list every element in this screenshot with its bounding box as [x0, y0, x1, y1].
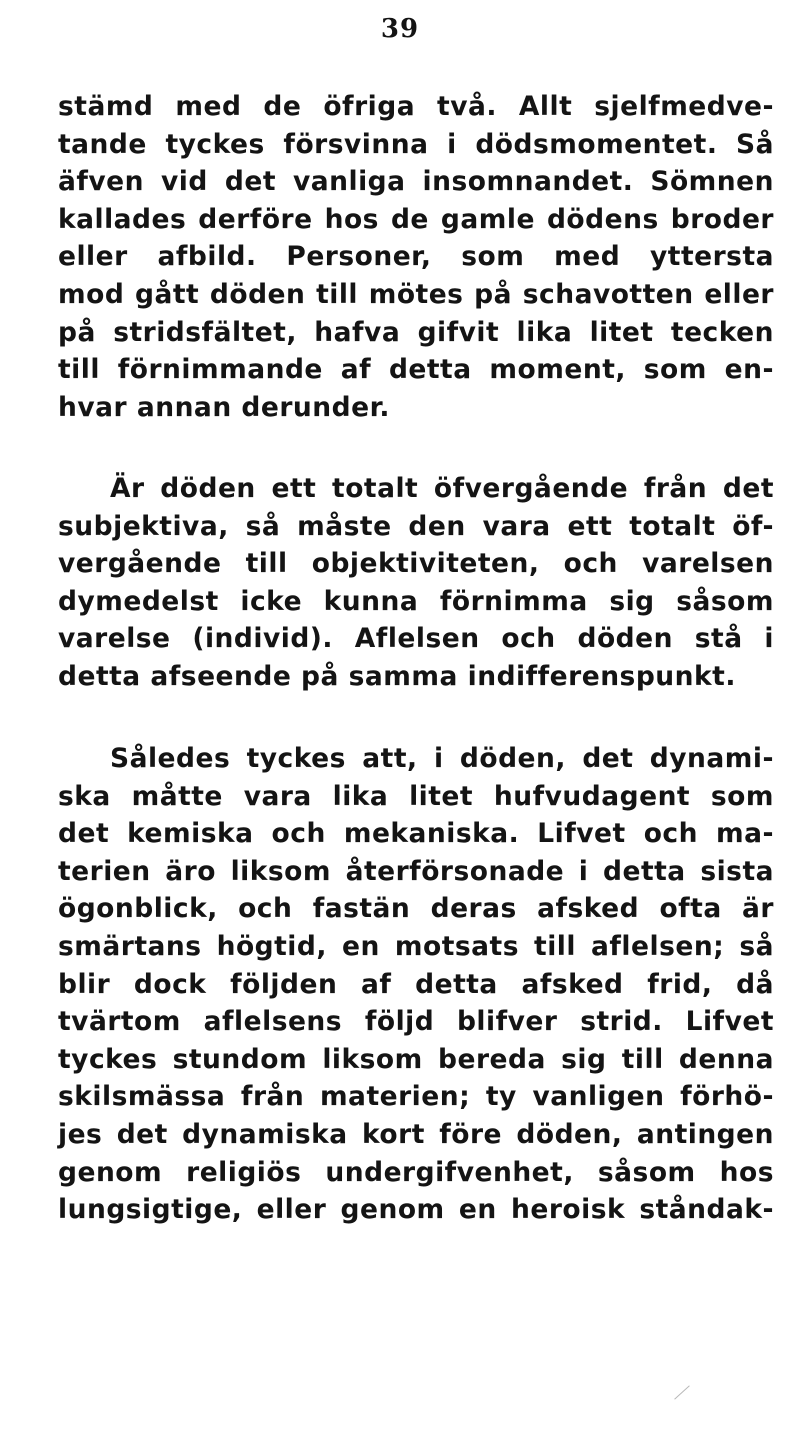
text-line: till förnimmande af detta moment, som en-: [58, 354, 774, 386]
paragraph-3: [58, 740, 774, 1229]
text-line: detta afseende på samma indifferenspunkt.: [58, 660, 736, 692]
text-line: ska måtte vara lika litet hufvudagent som: [58, 780, 774, 812]
paragraph-1: [58, 88, 774, 426]
text-line: tyckes stundom liksom bereda sig till denna: [58, 1043, 774, 1075]
text-line: genom religiös undergifvenhet, såsom hos: [58, 1156, 774, 1188]
text-line: Är döden ett totalt öfvergående från det: [110, 473, 774, 504]
text-line: subjektiva, så måste den vara ett totalt öf-: [58, 510, 774, 542]
text-line: tvärtom aflelsens följd blifver strid. Lifvet: [58, 1006, 774, 1038]
pencil-mark: [674, 1385, 690, 1399]
text-line: mod gått döden till mötes på schavotten eller: [58, 278, 774, 310]
text-line: jes det dynamiska kort före döden, antingen: [58, 1118, 774, 1150]
text-line: kallades derföre hos de gamle dödens broder: [58, 203, 774, 235]
text-line: smärtans högtid, en motsats till aflelsen; så: [58, 930, 774, 962]
text-line: tande tyckes försvinna i dödsmomentet. Så: [58, 128, 774, 160]
text-line: det kemiska och mekaniska. Lifvet och ma-: [58, 818, 774, 850]
paragraph-2: [58, 470, 774, 696]
text-line: vergående till objektiviteten, och varelsen: [58, 548, 774, 580]
text-line: lungsigtige, eller genom en heroisk ståndak-: [58, 1194, 774, 1226]
text-line: Således tyckes att, i döden, det dynami-: [110, 743, 774, 774]
text-line: blir dock följden af detta afsked frid, då: [58, 968, 774, 1000]
text-line: skilsmässa från materien; ty vanligen förhö-: [58, 1081, 774, 1113]
text-line: ögonblick, och fastän deras afsked ofta är: [58, 893, 774, 925]
text-line: terien äro liksom återförsonade i detta sista: [58, 855, 774, 887]
text-line: varelse (individ). Aflelsen och döden stå i: [58, 623, 774, 655]
text-line: på stridsfältet, hafva gifvit lika litet tecken: [58, 316, 774, 348]
text-line: eller afbild. Personer, som med yttersta: [58, 241, 774, 273]
text-line: äfven vid det vanliga insomnandet. Sömnen: [58, 166, 774, 198]
text-line: stämd med de öfriga två. Allt sjelfmedve-: [58, 91, 774, 122]
text-line: dymedelst icke kunna förnimma sig såsom: [58, 585, 774, 617]
text-line: hvar annan derunder.: [58, 391, 390, 423]
page-number: 39: [380, 14, 420, 44]
